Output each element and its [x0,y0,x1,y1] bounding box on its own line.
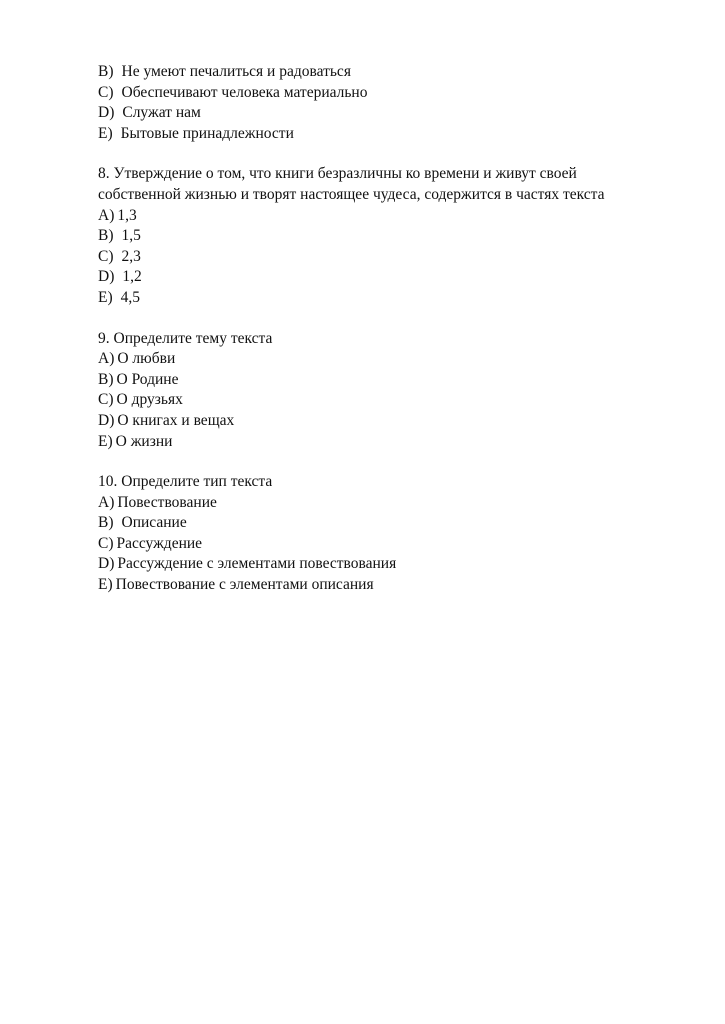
option-b [98,226,678,247]
option-letter: D) [98,268,115,286]
option-letter: B) [98,63,114,80]
option-letter: D) [98,411,115,429]
question-9 [98,329,678,453]
option-letter: B) [98,227,114,245]
option-a [98,493,678,514]
option-letter: C) [98,247,114,265]
option-letter: E) [98,432,113,450]
option-letter: A) [98,493,115,511]
option-text: Рассуждение [116,534,203,552]
option-text: Обеспечивают человека материально [121,83,368,101]
option-letter: E) [98,288,113,306]
question-8-text-line-1: 8. Утверждение о том, что книги безразличны ко времени и живут своей [98,165,577,183]
option-text: 1,2 [122,268,142,286]
option-letter: B) [98,514,114,532]
option-text: О Родине [116,370,179,388]
option-d [98,103,678,124]
option-b [98,513,678,534]
option-e [98,124,678,145]
question-8 [98,164,678,308]
page-content [98,62,678,616]
option-text: Описание [121,514,187,532]
option-c [98,390,678,411]
option-letter: D) [98,104,115,122]
option-letter: D) [98,555,115,573]
option-text: 1,5 [121,227,141,245]
option-letter: C) [98,391,114,409]
option-text: О друзьях [116,391,183,409]
option-b [98,370,678,391]
option-text: Не умеют печалиться и радоваться [121,63,351,80]
option-text: Служат нам [122,104,201,122]
option-letter: E) [98,124,113,142]
option-text: 2,3 [121,247,141,265]
option-c [98,534,678,555]
option-letter: B) [98,370,114,388]
question-9-text: 9. Определите тему текста [98,329,273,347]
option-letter: A) [98,350,115,368]
question-7-options [98,62,678,144]
option-letter: A) [98,206,115,224]
option-e [98,432,678,453]
option-a [98,349,678,370]
option-a [98,206,678,227]
option-text: О любви [117,350,176,368]
option-text: О книгах и вещах [117,411,235,429]
option-c [98,83,678,104]
option-text: 1,3 [117,206,137,224]
option-text: Повествование [117,493,217,511]
option-e [98,575,678,596]
option-letter: C) [98,83,114,101]
option-text: Рассуждение с элементами повествования [117,555,397,573]
option-e [98,288,678,309]
option-text: О жизни [115,432,173,450]
option-letter: E) [98,576,113,594]
option-text: Повествование с элементами описания [115,576,374,594]
option-c [98,247,678,268]
question-10 [98,472,678,596]
option-d [98,554,678,575]
option-b [98,62,678,83]
question-10-text: 10. Определите тип текста [98,473,273,491]
option-text: Бытовые принадлежности [120,124,294,142]
option-d [98,267,678,288]
option-letter: C) [98,534,114,552]
option-text: 4,5 [120,288,141,306]
option-d [98,411,678,432]
question-8-text-line-2: собственной жизнью и творят настоящее чудеса, содержится в частях текста [98,185,605,203]
